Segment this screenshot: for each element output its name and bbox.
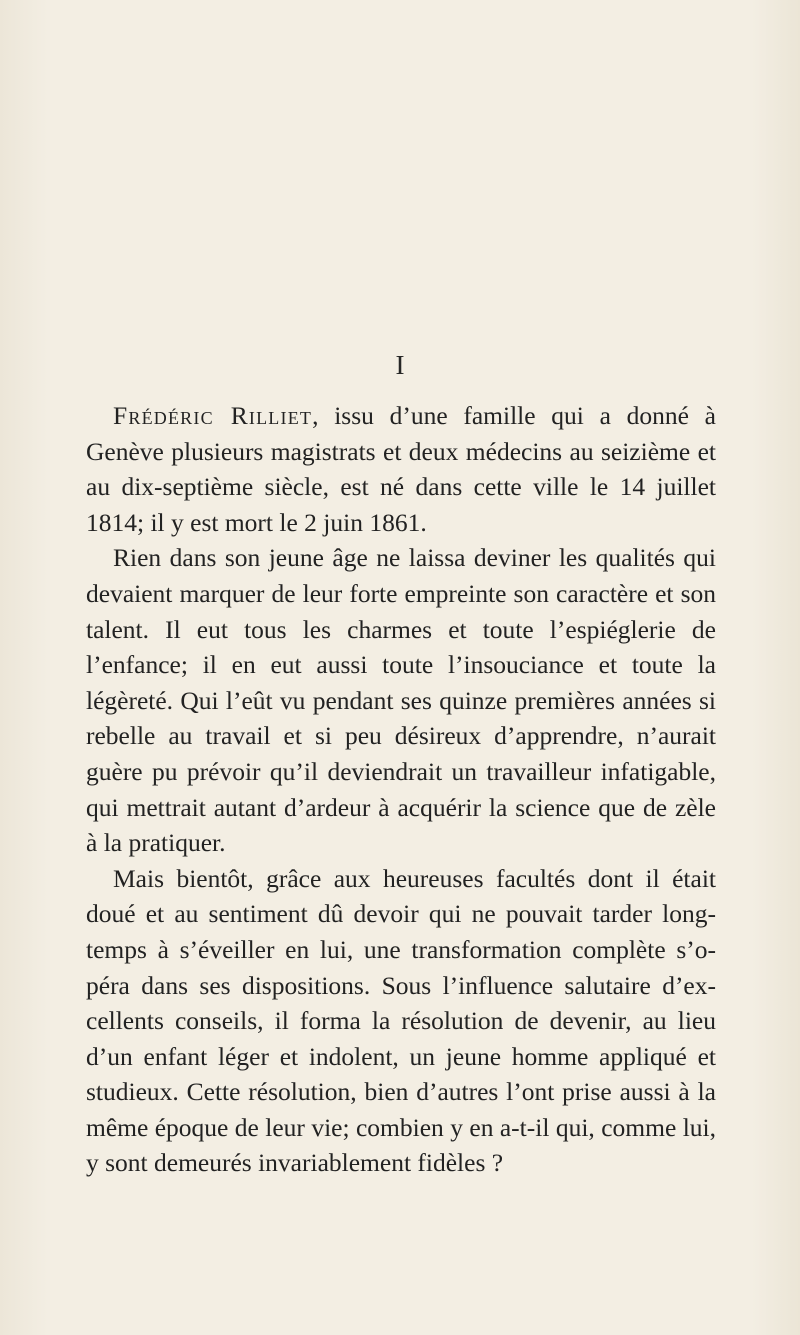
paragraph-2: Rien dans son jeune âge ne laissa deviner les qualités qui devaient marquer de leur forte empreinte son caractère et son talent. Il eut tous les charmes et toute l’espiéglerie de l’enfance; il en eut aussi toute l’insouciance et toute la légèreté. Qui l’eût vu pendant ses quinze premières années si rebelle au travail et si peu désireux d’apprendre, n’aurait guère pu prévoir qu’il deviendrait un travailleur infatigable, qui mettrait autant d’ardeur à acquérir la science que de zèle à la pratiquer. [86, 543, 716, 858]
author-name: Frédéric Rilliet [113, 401, 313, 430]
body-text [86, 398, 716, 1181]
chapter-number: I [395, 350, 405, 380]
paragraph-3: Mais bientôt, grâce aux heureuses facultés dont il était doué et au sentiment dû devoir qui ne pouvait tarder long-temps à s’éveiller en lui, une transformation complète s’o-péra dans ses dispositions. Sous l’influence salutaire d’ex-cellents conseils, il forma la résolution de devenir, au lieu d’un enfant léger et indolent, un jeune homme appliqué et studieux. Cette résolution, bien d’autres l’ont prise aussi à la même époque de leur vie; combien y en a-t-il qui, comme lui, y sont demeurés invariablement fidèles ? [86, 863, 716, 1178]
paragraph-1-text: , issu d’une famille qui a donné à Genève plusieurs magistrats et deux médecins au seizième et au dix-septième siècle, est né dans cette ville le 14 juillet 1814; il y est mort le 2 juin 1861. [86, 401, 716, 537]
paragraph-1 [86, 398, 716, 540]
